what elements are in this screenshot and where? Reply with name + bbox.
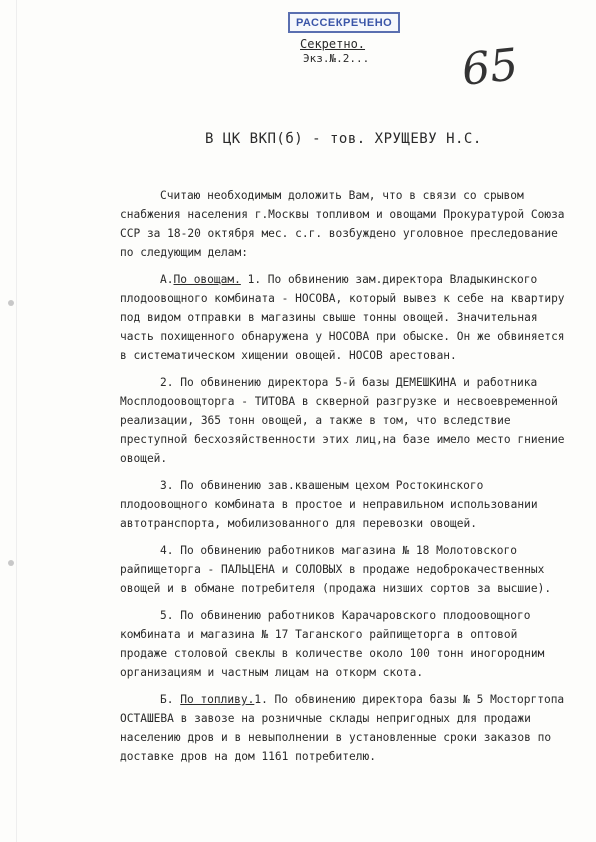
- handwritten-page-number: 65: [459, 39, 521, 96]
- page-edge: [16, 0, 17, 842]
- item-a5: 5. По обвинению работников Карачаровского плодоовощного комбината и магазина № 17 Таганского райпищеторга в оптовой продаже столовой свеклы в количестве около 100 тонн иногородним организациям и частным лицам на откорм скота.: [120, 609, 545, 679]
- item-a1-text: 1. По обвинению зам.директора Владыкинского плодоовощного комбината - НОСОВА, который вывез к себе на квартиру под видом отправки в магазины свыше тонны овощей. Значительная часть похищенного обнаружена у НОСОВА при обыске. Он же обвиняется в систематическом хищении овощей. НОСОВ арестован.: [120, 273, 565, 362]
- item-a4: 4. По обвинению работников магазина № 18 Молотовского райпищеторга - ПАЛЬЦЕНА и СОЛОВЫХ в продаже недоброкачественных овощей и в обмане потребителя (продажа низших сортов за высшие).: [120, 544, 552, 595]
- section-a-title: По овощам.: [173, 273, 241, 286]
- section-b-title: По топливу.: [180, 693, 255, 706]
- punch-hole: [8, 300, 14, 306]
- addressee-line: В ЦК ВКП(б) - тов. ХРУЩЕВУ Н.С.: [205, 131, 482, 147]
- intro-paragraph: Считаю необходимым доложить Вам, что в связи со срывом снабжения населения г.Москвы топливом и овощами Прокуратурой Союза ССР за 18-20 октября мес. с.г. возбуждено уголовное преследование по следующим делам:: [120, 189, 565, 259]
- item-a1: [120, 270, 565, 365]
- secrecy-mark: Секретно.: [300, 37, 366, 51]
- punch-hole: [8, 560, 14, 566]
- item-b1: [120, 690, 565, 766]
- section-a-letter: А.: [160, 273, 174, 286]
- item-a3: 3. По обвинению зав.квашеным цехом Ростокинского плодоовощного комбината в простое и неправильном использовании автотранспорта, мобилизованного для перевозки овощей.: [120, 479, 538, 530]
- section-b-letter: Б.: [160, 693, 174, 706]
- copy-number: Экз.№.2...: [303, 52, 370, 65]
- document-body: [120, 186, 565, 774]
- item-b1-text: 1. По обвинению директора базы № 5 Мосторгтопа ОСТАШЕВА в завозе на розничные склады непригодных для продажи населению дров и в невыполнении в установленные сроки заказов по доставке дров на дом 1161 потребителю.: [120, 693, 565, 763]
- item-a2: 2. По обвинению директора 5-й базы ДЕМЕШКИНА и работника Мосплодоовощторга - ТИТОВА в скверной разгрузке и несвоевременной реализации, 365 тонн овощей, а также в том, что вследствие преступной бесхозяйственности этих лиц,на базе имело место гниение овощей.: [120, 376, 565, 465]
- declassified-stamp: РАССЕКРЕЧЕНО: [288, 12, 400, 33]
